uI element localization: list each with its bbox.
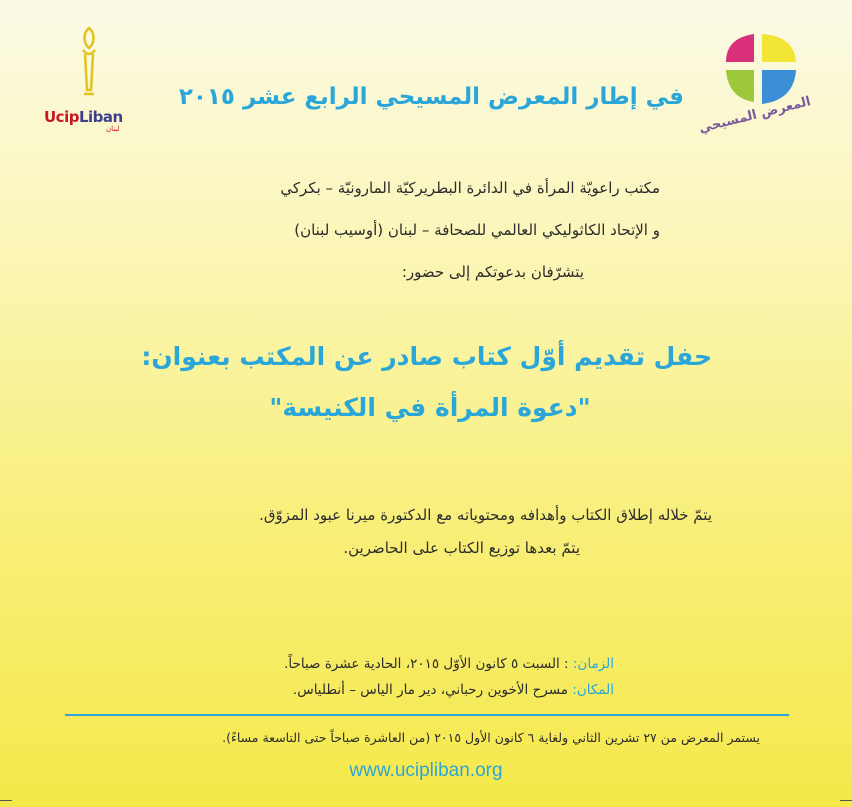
invitation-line-2: و الإتحاد الكاثوليكي العالمي للصحافة – لبنان (أوسيب لبنان) bbox=[294, 221, 660, 239]
footer-note: يستمر المعرض من ٢٧ تشرين الثاني ولغاية ٦ كانون الأول ٢٠١٥ (من العاشرة صباحاً حتى التاسعة مساءً). bbox=[222, 730, 760, 745]
website-link[interactable]: www.ucipliban.org bbox=[349, 760, 503, 781]
time-value: : السبت ٥ كانون الأوّل ٢٠١٥، الحادية عشرة صباحاً. bbox=[284, 656, 573, 672]
event-place bbox=[140, 682, 614, 698]
time-label: الزمان: bbox=[572, 656, 614, 672]
place-value: مسرح الأخوين رحباني، دير مار الياس – أنطلياس. bbox=[292, 682, 573, 698]
details-line-1: يتمّ خلاله إطلاق الكتاب وأهدافه ومحتوياته مع الدكتورة ميرنا عبود المزوّق. bbox=[259, 506, 712, 524]
event-time bbox=[140, 656, 614, 672]
wordmark-ucip: Ucip bbox=[44, 108, 79, 126]
christian-fair-logo bbox=[697, 28, 816, 138]
invitation-line-1: مكتب راعويّة المرأة في الدائرة البطريركيّة المارونيّة – بكركي bbox=[280, 179, 660, 197]
torch-pen-icon bbox=[72, 24, 106, 102]
wordmark-liban: Liban bbox=[78, 108, 123, 126]
crop-mark bbox=[0, 800, 12, 801]
ucip-wordmark bbox=[44, 108, 134, 126]
place-label: المكان: bbox=[572, 682, 614, 698]
fair-logo-caption: المعرض المسيحي bbox=[697, 94, 813, 137]
event-title-line-2: "دعوة المرأة في الكنيسة" bbox=[269, 393, 591, 422]
details-line-2: يتمّ بعدها توزيع الكتاب على الحاضرين. bbox=[343, 539, 580, 557]
page-heading: في إطار المعرض المسيحي الرابع عشر ٢٠١٥ bbox=[178, 84, 684, 110]
ucip-liban-logo bbox=[44, 24, 134, 136]
crop-mark bbox=[840, 800, 852, 801]
invitation-line-3: يتشرّفان بدعوتكم إلى حضور: bbox=[401, 263, 584, 281]
footer-divider bbox=[65, 714, 789, 716]
cross-quadrants-icon bbox=[720, 28, 800, 108]
event-title-line-1: حفل تقديم أوّل كتاب صادر عن المكتب بعنوان: bbox=[141, 342, 712, 371]
wordmark-subtext: لبنان bbox=[106, 125, 120, 133]
